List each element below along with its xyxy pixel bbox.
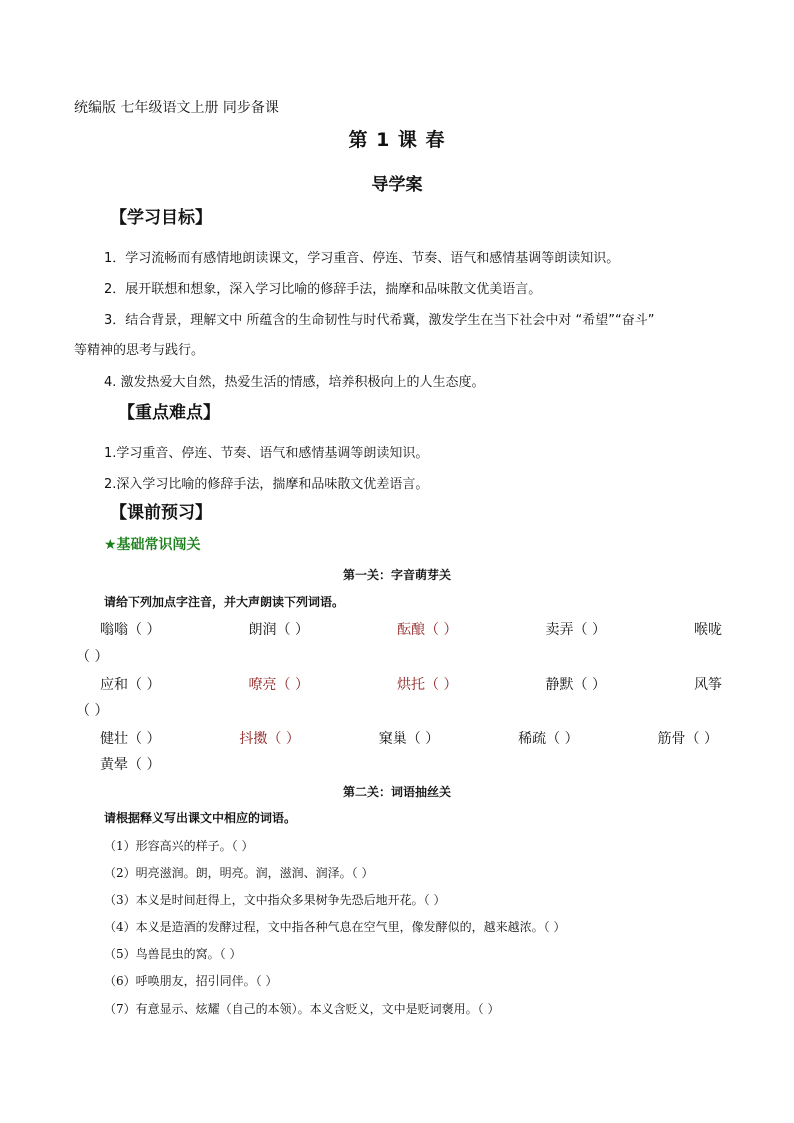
pinyin-item: 抖擞（ ） [239, 731, 300, 747]
section-learning-goals: 【学习目标】 [110, 208, 212, 228]
level2-title: 第二关：词语抽丝关 [342, 785, 451, 799]
pinyin-row-3 [100, 728, 718, 748]
pinyin-item: 酝酿（ ） [397, 622, 458, 638]
pinyin-item: 喉咙 [694, 622, 722, 638]
section-preview: 【课前预习】 [110, 503, 212, 523]
pinyin-item: 嗡嗡（ ） [100, 622, 161, 638]
vocab-question: （5）鸟兽昆虫的窝。（ ） [104, 947, 242, 961]
pinyin-item: 卖弄（ ） [545, 622, 606, 638]
vocab-question: （4）本义是造酒的发酵过程，文中指各种气息在空气里，像发酵似的，越来越浓。（ ） [104, 920, 566, 934]
pinyin-row-4: 黄晕（ ） [100, 757, 161, 773]
lesson-subtitle: 导学案 [371, 175, 423, 195]
pinyin-item: 筋骨（ ） [657, 731, 718, 747]
pinyin-item: 烘托（ ） [397, 677, 458, 693]
pinyin-item: 窠巢（ ） [378, 731, 440, 747]
goal-2: 2．展开联想和想象，深入学习比喻的修辞手法，揣摩和品味散文优美语言。 [104, 282, 542, 297]
vocab-question: （7）有意显示、炫耀（自己的本领）。本义含贬义，文中是贬词褒用。（ ） [104, 1002, 500, 1016]
level1-title: 第一关：字音萌芽关 [342, 568, 451, 582]
basics-title: ★基础常识闯关 [104, 537, 201, 553]
document-header: 统编版 七年级语文上册 同步备课 [74, 100, 279, 116]
pinyin-row-2 [100, 674, 722, 694]
key-point-2: 2.深入学习比喻的修辞手法，揣摩和品味散文优差语言。 [104, 477, 429, 492]
vocab-question: （1）形容高兴的样子。（ ） [104, 839, 254, 853]
pinyin-blank-wrap: （ ） [76, 649, 109, 665]
section-key-points: 【重点难点】 [118, 403, 220, 423]
goal-4: 4. 激发热爱大自然，热爱生活的情感，培养积极向上的人生态度。 [104, 375, 485, 390]
level2-instruction: 请根据释义写出课文中相应的词语。 [104, 811, 297, 825]
vocab-question: （2）明亮滋润。朗，明亮。润，滋润、润泽。（ ） [104, 866, 374, 880]
lesson-title: 第 1 课 春 [348, 129, 446, 151]
pinyin-item: 健壮（ ） [100, 731, 161, 747]
key-point-1: 1.学习重音、停连、节奏、语气和感情基调等朗读知识。 [104, 446, 429, 461]
vocab-question: （3）本义是时间赶得上，文中指众多果树争先恐后地开花。（ ） [104, 893, 446, 907]
level1-instruction: 请给下列加点字注音，并大声朗读下列词语。 [104, 595, 345, 609]
vocab-question: （6）呼唤朋友，招引同伴。（ ） [104, 974, 278, 988]
pinyin-blank-wrap: （ ） [76, 703, 109, 719]
goal-1: 1．学习流畅而有感情地朗读课文，学习重音、停连、节奏、语气和感情基调等朗读知识。 [104, 251, 620, 266]
pinyin-item: 风筝 [694, 677, 722, 693]
pinyin-item: 静默（ ） [545, 677, 606, 693]
pinyin-item: 稀疏（ ） [518, 731, 579, 747]
pinyin-item: 应和（ ） [100, 677, 161, 693]
goal-3: 3．结合背景，理解文中 所蕴含的生命韧性与时代希冀，激发学生在当下社会中对 “希望”“奋斗” [104, 313, 655, 328]
pinyin-item: 嘹亮（ ） [248, 677, 309, 693]
pinyin-row-1 [100, 619, 722, 639]
goal-3-continued: 等精神的思考与践行。 [74, 343, 205, 358]
pinyin-item: 朗润（ ） [248, 622, 309, 638]
